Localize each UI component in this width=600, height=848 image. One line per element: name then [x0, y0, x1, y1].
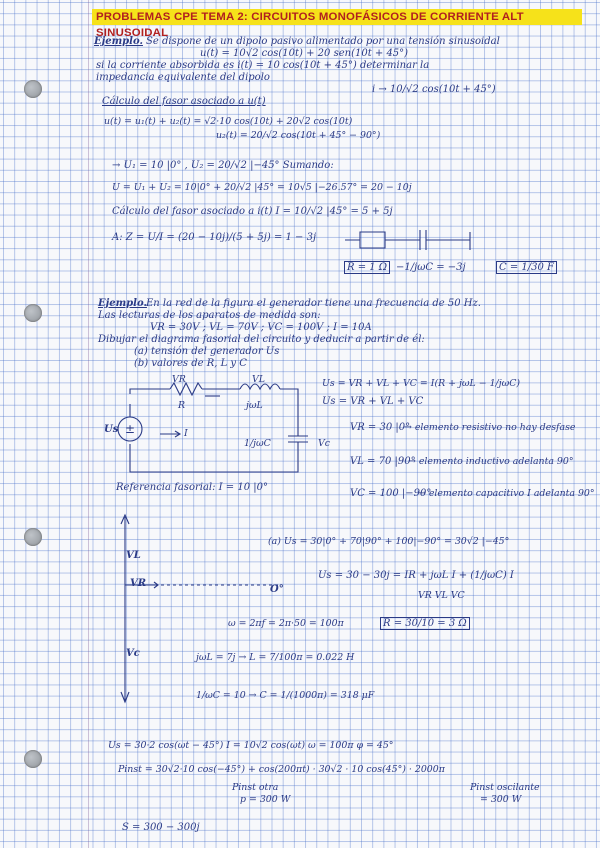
- punch-hole: [24, 528, 42, 546]
- ex1-capacitor-result: C = 1/30 F: [496, 261, 557, 274]
- ex2-reference: Referencia fasorial: I = 10 |0°: [116, 482, 268, 493]
- ex2-r1: Us = VR + VL + VC = I(R + jωL − 1/jωC): [322, 378, 521, 389]
- ex2-b1-subscripts: VR VL VC: [418, 590, 465, 601]
- ex2-b1: Us = 30 − 30j = IR + jωL I + (1/jωC) I: [318, 570, 514, 581]
- page-title: PROBLEMAS CPE TEMA 2: CIRCUITOS MONOFÁSICOS DE CORRIENTE ALT SINUSOIDAL: [92, 9, 582, 25]
- ex2-r4: VL = 70 |90°: [350, 456, 416, 467]
- ex2-r2: Us = VR + VL + VC: [322, 396, 424, 407]
- ex1-step-6: Cálculo del fasor asociado a i(t) I = 10/√2 |45° = 5 + 5j: [112, 206, 393, 217]
- ex2-line-1: En la red de la figura el generador tiene una frecuencia de 50 Hz.: [146, 298, 481, 309]
- ex2-circuit-diagram: [100, 374, 320, 484]
- ex1-step-4: → U₁ = 10 |0° , U₂ = 20/√2 |−45° Sumando:: [112, 160, 334, 171]
- ex1-step-2: u(t) = u₁(t) + u₂(t) = √2·10 cos(10t) + 20√2 cos(10t): [104, 116, 353, 127]
- phasor-diagram: [110, 512, 290, 712]
- ex2-us-time: Us = 30·2 cos(ωt − 45°) I = 10√2 cos(ωt) ω = 100π φ = 45°: [108, 740, 394, 751]
- ex1-step-7: A: Z = U/I = (20 − 10j)/(5 + 5j) = 1 − 3j: [112, 232, 317, 243]
- ex2-pinst-note-4: = 300 W: [480, 794, 522, 805]
- phasor-vc-label: Vc: [126, 648, 140, 659]
- margin-line: [88, 0, 89, 848]
- punch-hole: [24, 80, 42, 98]
- punch-hole: [24, 750, 42, 768]
- ex2-line-3: VR = 30V ; VL = 70V ; VC = 100V ; I = 10A: [150, 322, 372, 333]
- phasor-vr-label: VR: [130, 578, 147, 589]
- ex2-omega: ω = 2πf = 2π·50 = 100π: [228, 618, 344, 629]
- ex2-r4-note: → elemento inductivo adelanta 90°: [408, 456, 574, 467]
- label-vl: VL: [252, 374, 265, 385]
- ex2-r3: VR = 30 |0°: [350, 422, 411, 433]
- ex1-line-1: Se dispone de un dipolo pasivo alimentado por una tensión sinusoidal: [146, 36, 500, 47]
- ex1-step-3: u₂(t) = 20/√2 cos(10t + 45° − 90°): [216, 130, 381, 141]
- example-2-heading: Ejemplo.: [98, 298, 147, 309]
- ex1-step-1: Cálculo del fasor asociado a u(t): [102, 96, 266, 107]
- ex1-resistor-result: R = 1 Ω: [344, 261, 390, 274]
- ex2-answer-a: (a) Us = 30|0° + 70|90° + 100|−90° = 30√2 |−45°: [268, 536, 510, 547]
- label-i: I: [184, 428, 188, 439]
- label-r: R: [178, 400, 186, 411]
- ex2-pinst: Pinst = 30√2·10 cos(−45°) + cos(200πt) · 30√2 · 10 cos(45°) · 2000π: [118, 764, 445, 775]
- phasor-vl-label: VL: [126, 550, 141, 561]
- ex2-inductance: jωL = 7j → L = 7/100π = 0.022 H: [196, 652, 355, 663]
- ex1-line-3: si la corriente absorbida es i(t) = 10 cos(10t + 45°) determinar la: [96, 60, 430, 71]
- ex2-r3-note: → elemento resistivo no hay desfase: [404, 422, 576, 433]
- ex1-annotation: i → 10/√2 cos(10t + 45°): [372, 84, 496, 95]
- label-vc: Vc: [318, 438, 331, 449]
- svg-text:±: ±: [125, 422, 136, 436]
- ex2-line-4: Dibujar el diagrama fasorial del circuito y deducir a partir de él:: [98, 334, 425, 345]
- ex2-r5-note: → elemento capacitivo I adelanta 90°: [418, 488, 595, 499]
- ex2-capacitance: 1/ωC = 10 → C = 1/(1000π) = 318 μF: [196, 690, 375, 701]
- ex2-pinst-note-2: p = 300 W: [240, 794, 291, 805]
- ex1-cap-impedance: −1/jωC = −3j: [396, 262, 466, 273]
- label-vr: VR: [172, 374, 186, 385]
- punch-hole: [24, 304, 42, 322]
- label-capacitor: 1/jωC: [244, 438, 271, 449]
- ex2-line-6: (b) valores de R, L y C: [134, 358, 247, 369]
- ex1-step-5: U = U₁ + U₂ = 10|0° + 20/√2 |45° = 10√5 |−26.57° = 20 − 10j: [112, 182, 412, 193]
- ex2-pinst-note-3: Pinst oscilante: [470, 782, 540, 793]
- ex2-pinst-note-1: Pinst otra: [232, 782, 279, 793]
- ex2-r-result: R = 30/10 = 3 Ω: [380, 617, 470, 630]
- example-1-heading: Ejemplo.: [94, 36, 143, 47]
- phasor-angle-label: O°: [270, 584, 284, 595]
- ex1-line-2: u(t) = 10√2 cos(10t) + 20 sen(10t + 45°): [200, 48, 409, 59]
- ex2-r5: VC = 100 |−90°: [350, 488, 432, 499]
- ex2-apparent-power: S = 300 − 300j: [122, 822, 200, 833]
- label-us: Us: [104, 424, 119, 435]
- ex1-line-4: impedancia equivalente del dipolo: [96, 72, 270, 83]
- ex2-line-5: (a) tensión del generador Us: [134, 346, 280, 357]
- label-jwl: jωL: [246, 400, 263, 411]
- ex2-line-2: Las lecturas de los aparatos de medida son:: [98, 310, 321, 321]
- ex1-circuit: [340, 220, 500, 260]
